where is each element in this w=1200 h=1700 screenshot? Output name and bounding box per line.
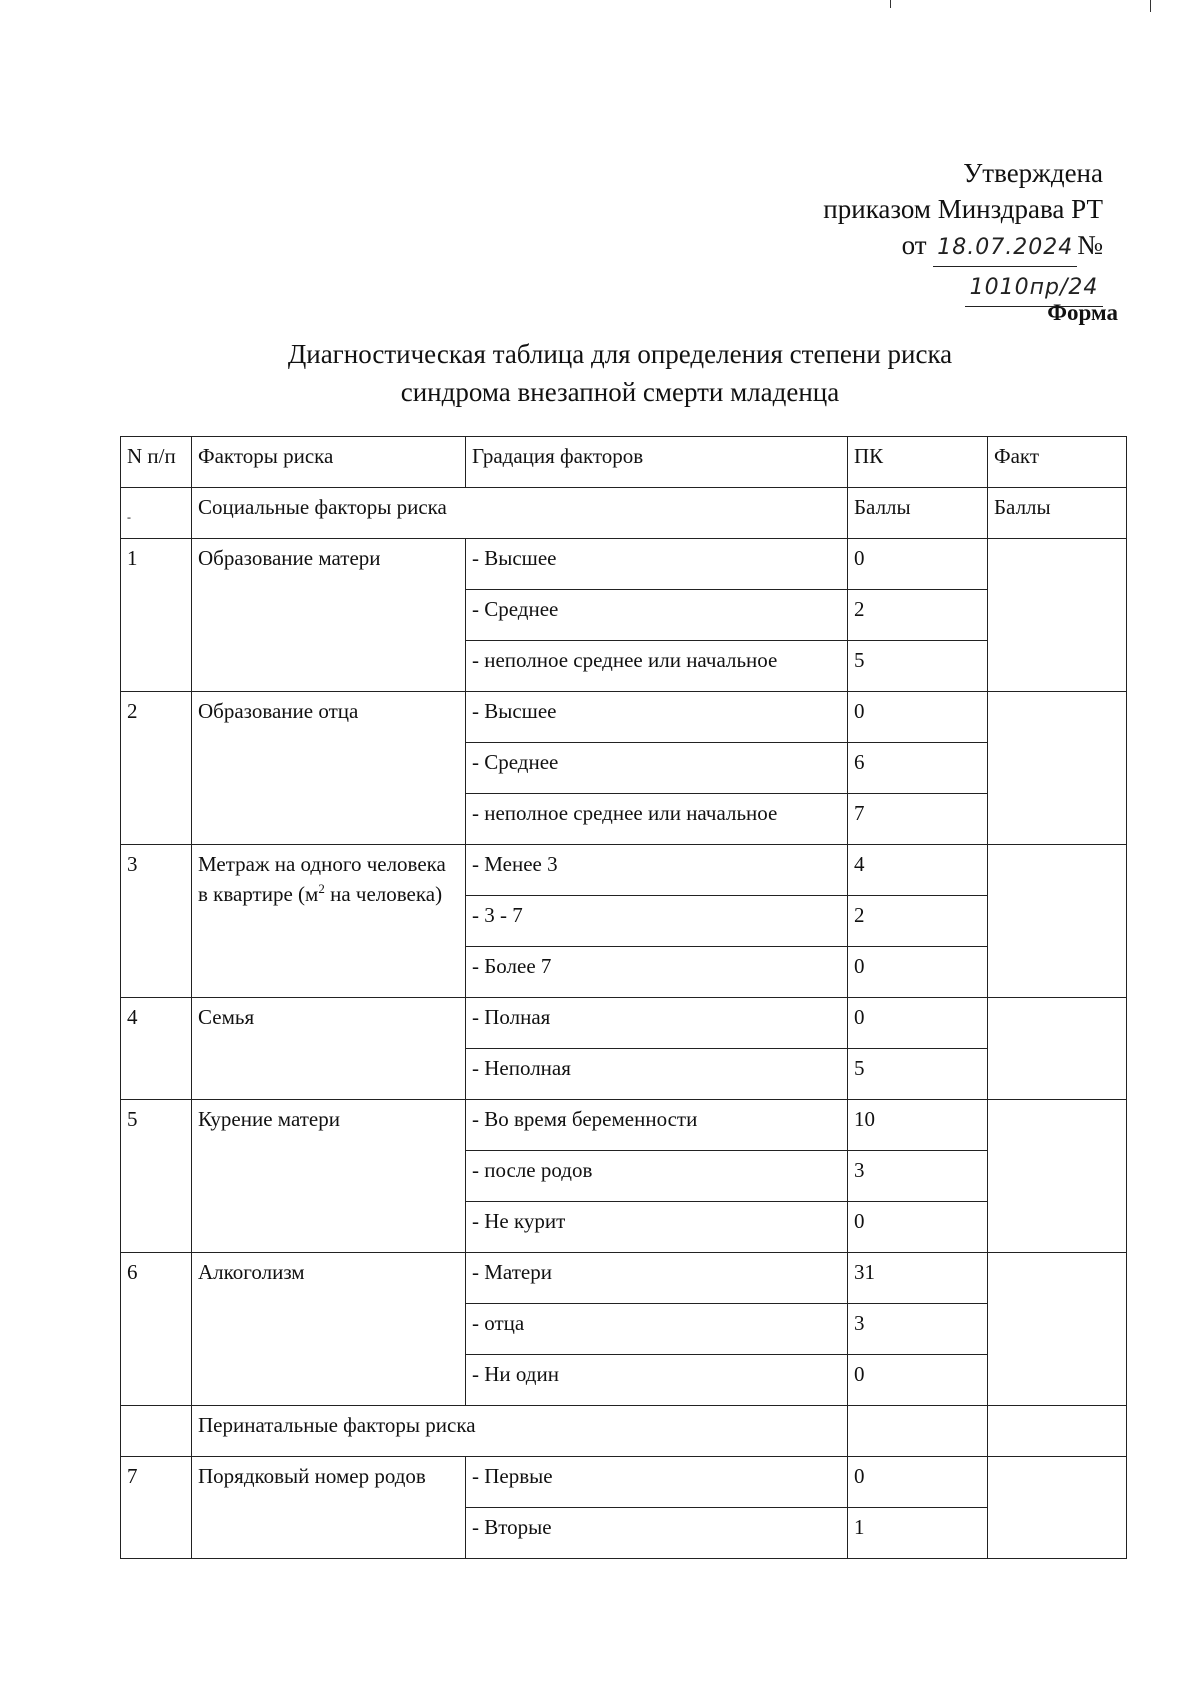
row-number: 3 [121,845,192,998]
factor-grade: - Вторые [466,1508,848,1559]
pk-value: 5 [848,641,988,692]
row-number: 2 [121,692,192,845]
row-number: 4 [121,998,192,1100]
factor-grade: - Высшее [466,539,848,590]
factor-grade: - Среднее [466,590,848,641]
section-pk: Баллы [848,488,988,539]
pk-value: 31 [848,1253,988,1304]
title-line-1: Диагностическая таблица для определения степени риска [287,339,953,369]
pk-value: 0 [848,947,988,998]
factor-grade: - после родов [466,1151,848,1202]
section-row-perinatal [121,1406,1127,1457]
factor-grade: - Не курит [466,1202,848,1253]
risk-factor: Образование матери [192,539,466,692]
row-number: 7 [121,1457,192,1559]
risk-factor-line-2 [198,882,442,906]
factor-grade: - Первые [466,1457,848,1508]
approval-date-number-line [773,227,1103,307]
section-fact [988,1406,1127,1457]
risk-factor: Образование отца [192,692,466,845]
factor-grade: - Ни один [466,1355,848,1406]
pk-value: 3 [848,1151,988,1202]
pk-value: 3 [848,1304,988,1355]
row-number: 1 [121,539,192,692]
factor-grade: - 3 - 7 [466,896,848,947]
scan-edge-mark [890,0,891,8]
approval-block [773,155,1103,307]
pk-value: 0 [848,998,988,1049]
pk-value: 2 [848,590,988,641]
scan-edge-mark [1150,0,1151,12]
pk-value: 1 [848,1508,988,1559]
factor-grade: - неполное среднее или начальное [466,794,848,845]
superscript-2: 2 [318,881,325,896]
factor-grade: - Среднее [466,743,848,794]
pk-value: 0 [848,1355,988,1406]
pk-value: 0 [848,1202,988,1253]
factor-grade: - Менее 3 [466,845,848,896]
pk-value: 6 [848,743,988,794]
title-line-2: синдрома внезапной смерти младенца [400,377,840,407]
fact-cell[interactable] [988,1457,1127,1559]
handwritten-order-number: 1010пр/24 [965,270,1103,307]
section-label: Социальные факторы риска [192,488,848,539]
factor-grade: - неполное среднее или начальное [466,641,848,692]
risk-factor: Семья [192,998,466,1100]
factor-grade: - Неполная [466,1049,848,1100]
table-row [121,692,1127,743]
header-cell: Градация факторов [466,437,848,488]
table-row [121,1457,1127,1508]
approval-line-2: приказом Минздрава РТ [823,194,1103,224]
fact-cell[interactable] [988,692,1127,845]
pk-value: 0 [848,1457,988,1508]
table-row [121,1253,1127,1304]
risk-factor-text: на человека) [324,882,443,906]
pk-value: 5 [848,1049,988,1100]
diagnostic-table [120,436,1127,1559]
header-cell: N п/п [121,437,192,488]
table-row [121,539,1127,590]
risk-factor [192,845,466,998]
factor-grade: - Высшее [466,692,848,743]
pk-value: 4 [848,845,988,896]
factor-grade: - Полная [466,998,848,1049]
pk-value: 0 [848,539,988,590]
approval-line-1: Утверждена [963,158,1103,188]
section-fact: Баллы [988,488,1127,539]
section-label: Перинатальные факторы риска [192,1406,848,1457]
table-row [121,998,1127,1049]
fact-cell[interactable] [988,845,1127,998]
fact-cell[interactable] [988,1100,1127,1253]
handwritten-date: 18.07.2024 [933,230,1077,267]
row-number: 6 [121,1253,192,1406]
factor-grade: - отца [466,1304,848,1355]
form-label: Форма [1047,300,1118,325]
row-number: 5 [121,1100,192,1253]
section-row-social [121,488,1127,539]
risk-factor-line-1: Метраж на одного человека [198,852,446,876]
number-label: № [1077,230,1103,260]
risk-factor-text: в квартире (м [198,882,319,906]
section-num [121,1406,192,1457]
risk-factor: Курение матери [192,1100,466,1253]
header-cell: Факторы риска [192,437,466,488]
pk-value: 2 [848,896,988,947]
factor-grade: - Матери [466,1253,848,1304]
pk-value: 0 [848,692,988,743]
factor-grade: - Во время беременности [466,1100,848,1151]
fact-cell[interactable] [988,998,1127,1100]
header-cell: Факт [988,437,1127,488]
document-title [120,335,1120,411]
from-label: от [901,230,927,260]
header-cell: ПК [848,437,988,488]
pk-value: 7 [848,794,988,845]
factor-grade: - Более 7 [466,947,848,998]
table-row [121,1100,1127,1151]
pk-value: 10 [848,1100,988,1151]
table-header-row [121,437,1127,488]
risk-factor: Алкоголизм [192,1253,466,1406]
risk-factor: Порядковый номер родов [192,1457,466,1559]
section-num: - [121,488,192,539]
section-pk [848,1406,988,1457]
fact-cell[interactable] [988,1253,1127,1406]
table-row [121,845,1127,896]
fact-cell[interactable] [988,539,1127,692]
